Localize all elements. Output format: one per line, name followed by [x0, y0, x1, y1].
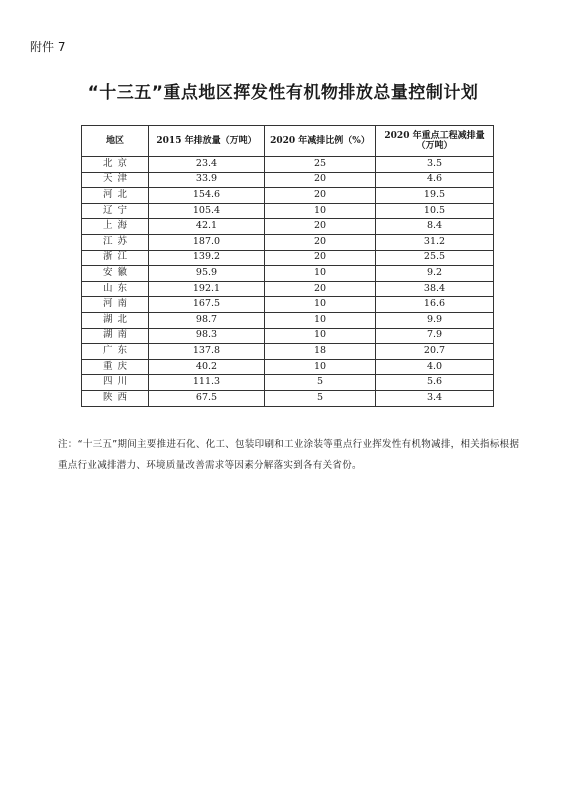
header-region: 地区 — [82, 126, 149, 157]
cell-project-reduction: 16.6 — [376, 297, 494, 313]
cell-region: 陕西 — [82, 390, 149, 406]
table-row — [82, 234, 494, 250]
table-row — [82, 359, 494, 375]
cell-region: 安徽 — [82, 266, 149, 282]
cell-project-reduction: 4.0 — [376, 359, 494, 375]
cell-2015-emission: 139.2 — [149, 250, 265, 266]
cell-reduction-ratio: 10 — [265, 312, 376, 328]
cell-region: 河北 — [82, 188, 149, 204]
table-row — [82, 281, 494, 297]
cell-project-reduction: 31.2 — [376, 234, 494, 250]
table-row — [82, 203, 494, 219]
cell-region: 四川 — [82, 375, 149, 391]
cell-2015-emission: 154.6 — [149, 188, 265, 204]
cell-2015-emission: 192.1 — [149, 281, 265, 297]
cell-region: 河南 — [82, 297, 149, 313]
table-row — [82, 297, 494, 313]
cell-region: 上海 — [82, 219, 149, 235]
cell-region: 山东 — [82, 281, 149, 297]
cell-2015-emission: 67.5 — [149, 390, 265, 406]
header-2020-project-reduction: 2020 年重点工程减排量（万吨） — [376, 126, 494, 157]
cell-region: 天津 — [82, 172, 149, 188]
table-row — [82, 188, 494, 204]
cell-project-reduction: 25.5 — [376, 250, 494, 266]
cell-reduction-ratio: 10 — [265, 328, 376, 344]
cell-2015-emission: 187.0 — [149, 234, 265, 250]
cell-reduction-ratio: 10 — [265, 359, 376, 375]
cell-project-reduction: 3.4 — [376, 390, 494, 406]
cell-reduction-ratio: 5 — [265, 390, 376, 406]
footnote-line-2: 重点行业减排潜力、环境质量改善需求等因素分解落实到各有关省份。 — [58, 460, 362, 471]
cell-project-reduction: 4.6 — [376, 172, 494, 188]
header-2020-reduction-ratio: 2020 年减排比例（%） — [265, 126, 376, 157]
table-row — [82, 328, 494, 344]
cell-region: 江苏 — [82, 234, 149, 250]
cell-project-reduction: 19.5 — [376, 188, 494, 204]
cell-2015-emission: 95.9 — [149, 266, 265, 282]
table-row — [82, 250, 494, 266]
cell-2015-emission: 98.3 — [149, 328, 265, 344]
cell-2015-emission: 105.4 — [149, 203, 265, 219]
cell-2015-emission: 40.2 — [149, 359, 265, 375]
emission-table — [81, 125, 494, 407]
cell-project-reduction: 5.6 — [376, 375, 494, 391]
table-row — [82, 344, 494, 360]
cell-region: 北京 — [82, 157, 149, 173]
table-row — [82, 312, 494, 328]
table-row — [82, 172, 494, 188]
cell-reduction-ratio: 10 — [265, 297, 376, 313]
attachment-label: 附件 7 — [30, 40, 66, 54]
cell-2015-emission: 167.5 — [149, 297, 265, 313]
cell-reduction-ratio: 20 — [265, 188, 376, 204]
cell-2015-emission: 111.3 — [149, 375, 265, 391]
footnote-line-1: 注：“十三五”期间主要推进石化、化工、包装印刷和工业涂装等重点行业挥发性有机物减排，相关指标根据 — [58, 439, 520, 450]
cell-reduction-ratio: 20 — [265, 219, 376, 235]
cell-project-reduction: 7.9 — [376, 328, 494, 344]
table-body — [82, 157, 494, 407]
cell-project-reduction: 10.5 — [376, 203, 494, 219]
cell-2015-emission: 137.8 — [149, 344, 265, 360]
cell-reduction-ratio: 10 — [265, 203, 376, 219]
cell-2015-emission: 23.4 — [149, 157, 265, 173]
cell-reduction-ratio: 20 — [265, 172, 376, 188]
cell-region: 湖南 — [82, 328, 149, 344]
cell-project-reduction: 38.4 — [376, 281, 494, 297]
table-row — [82, 219, 494, 235]
cell-reduction-ratio: 20 — [265, 281, 376, 297]
cell-reduction-ratio: 18 — [265, 344, 376, 360]
table-row — [82, 157, 494, 173]
document-title: “十三五”重点地区挥发性有机物排放总量控制计划 — [87, 83, 479, 103]
cell-project-reduction: 3.5 — [376, 157, 494, 173]
cell-2015-emission: 42.1 — [149, 219, 265, 235]
cell-2015-emission: 98.7 — [149, 312, 265, 328]
cell-reduction-ratio: 5 — [265, 375, 376, 391]
cell-region: 湖北 — [82, 312, 149, 328]
footnote — [50, 434, 520, 476]
table-row — [82, 390, 494, 406]
table-header-row — [82, 126, 494, 157]
cell-project-reduction: 9.2 — [376, 266, 494, 282]
table-row — [82, 375, 494, 391]
cell-project-reduction: 9.9 — [376, 312, 494, 328]
header-2015-emission: 2015 年排放量（万吨） — [149, 126, 265, 157]
cell-region: 重庆 — [82, 359, 149, 375]
cell-region: 广东 — [82, 344, 149, 360]
cell-2015-emission: 33.9 — [149, 172, 265, 188]
cell-project-reduction: 8.4 — [376, 219, 494, 235]
cell-region: 浙江 — [82, 250, 149, 266]
cell-reduction-ratio: 20 — [265, 250, 376, 266]
cell-region: 辽宁 — [82, 203, 149, 219]
cell-reduction-ratio: 10 — [265, 266, 376, 282]
table-row — [82, 266, 494, 282]
cell-reduction-ratio: 25 — [265, 157, 376, 173]
cell-reduction-ratio: 20 — [265, 234, 376, 250]
cell-project-reduction: 20.7 — [376, 344, 494, 360]
